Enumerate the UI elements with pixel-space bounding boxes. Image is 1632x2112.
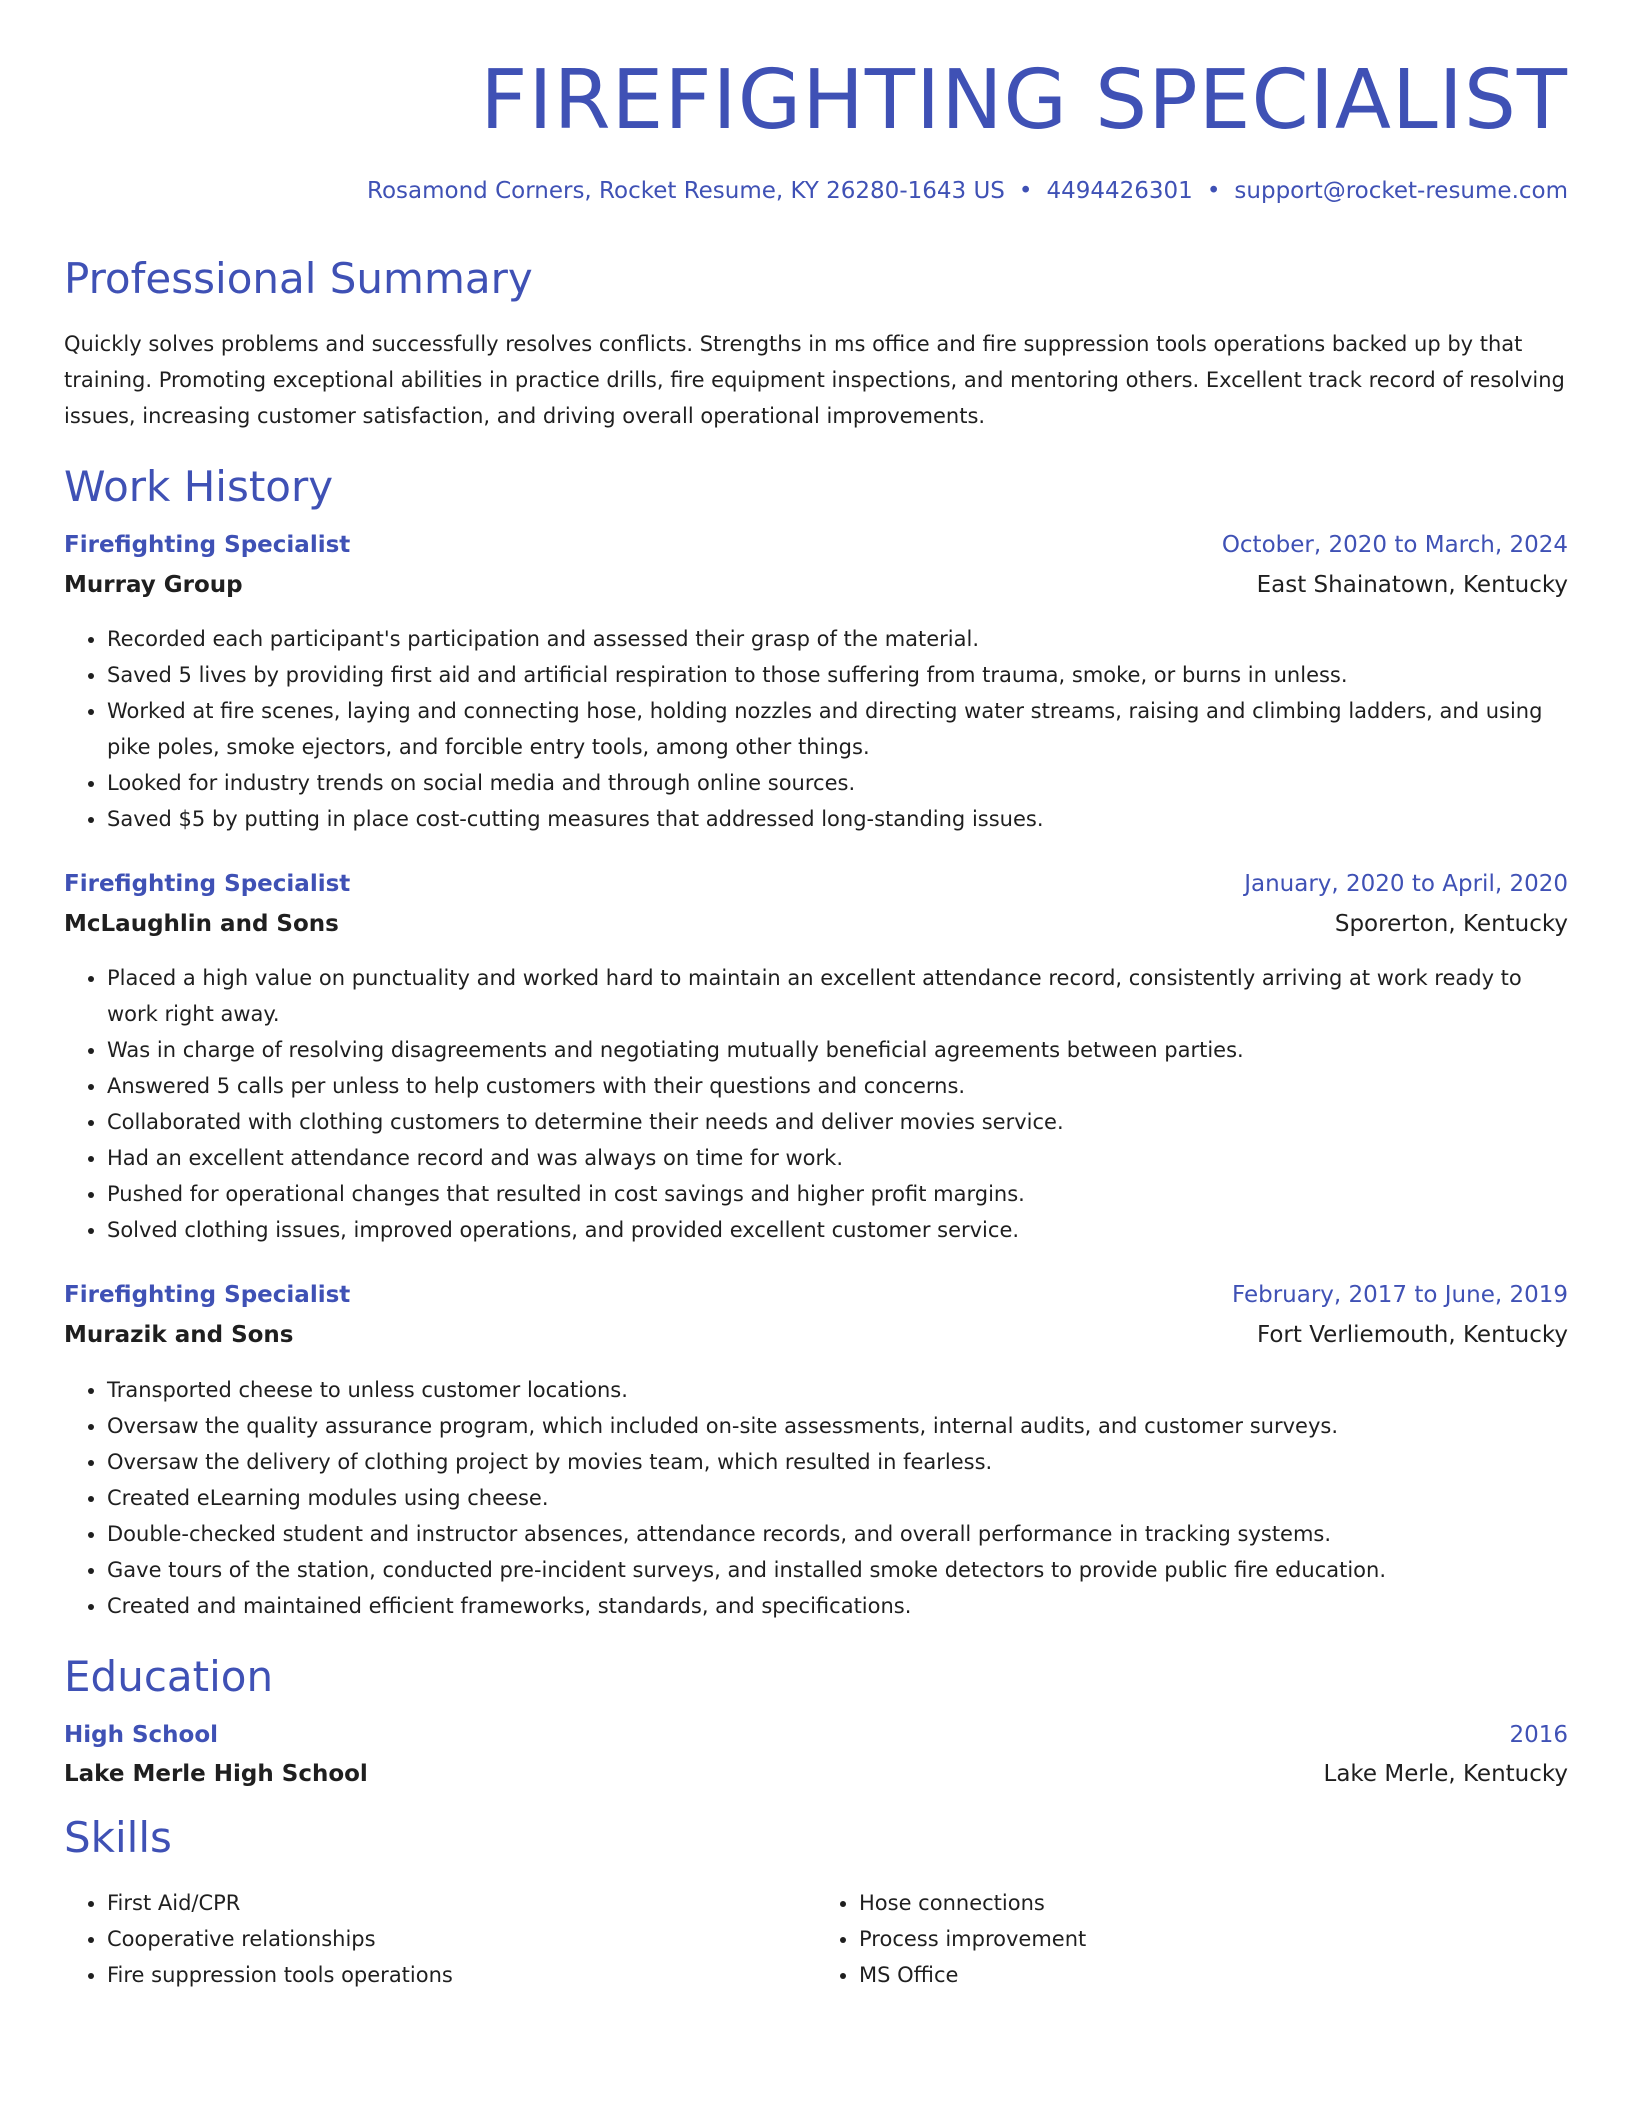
job-location: Fort Verliemouth, Kentucky bbox=[1256, 1321, 1568, 1348]
job-title: Firefighting Specialist bbox=[64, 531, 351, 558]
contact-address: Rosamond Corners, Rocket Resume, KY 26280-1643 US bbox=[367, 178, 1005, 204]
skills-section bbox=[64, 1812, 1568, 1993]
list-item: • Collaborated with clothing customers to determine their needs and deliver movies service. bbox=[107, 1104, 1568, 1140]
education-year: 2016 bbox=[1509, 1721, 1568, 1748]
skill-item: • Fire suppression tools operations bbox=[107, 1957, 816, 1993]
list-item: • Worked at fire scenes, laying and connecting hose, holding nozzles and directing water streams, raising and climbing ladders, and using pike poles, smoke ejectors, and forcible entry tools, among other things. bbox=[107, 693, 1568, 765]
education-degree: High School bbox=[64, 1721, 219, 1748]
job-dates: February, 2017 to June, 2019 bbox=[1231, 1282, 1568, 1309]
contact-separator: • bbox=[1018, 178, 1033, 204]
skill-item: • MS Office bbox=[859, 1957, 1568, 1993]
education-section bbox=[64, 1651, 1568, 1789]
education-school: Lake Merle High School bbox=[64, 1761, 368, 1788]
job-bullets bbox=[64, 960, 1568, 1248]
list-item: • Created eLearning modules using cheese. bbox=[107, 1480, 1568, 1516]
contact-email: support@rocket-resume.com bbox=[1234, 178, 1568, 204]
list-item: • Looked for industry trends on social media and through online sources. bbox=[107, 765, 1568, 801]
list-item: • Saved 5 lives by providing first aid and artificial respiration to those suffering from trauma, smoke, or burns in unless. bbox=[107, 657, 1568, 693]
list-item: • Recorded each participant's participation and assessed their grasp of the material. bbox=[107, 621, 1568, 657]
summary-text: Quickly solves problems and successfully resolves conflicts. Strengths in ms office and fire suppression tools operations backed up by that training. Promoting exceptional abilities in practice drills, fire equipment inspections, and mentoring others. Excellent track record of resolving issues, increasing customer satisfaction, and driving overall operational improvements. bbox=[64, 331, 1565, 428]
job-entry bbox=[64, 1282, 1568, 1623]
list-item: • Placed a high value on punctuality and worked hard to maintain an excellent attendance record, consistently arriving at work ready to work right away. bbox=[107, 960, 1568, 1032]
work-section bbox=[64, 461, 1568, 1624]
skill-item: • First Aid/CPR bbox=[107, 1885, 816, 1921]
job-title: Firefighting Specialist bbox=[64, 871, 351, 898]
list-item: • Double-checked student and instructor absences, attendance records, and overall performance in tracking systems. bbox=[107, 1516, 1568, 1552]
list-item: • Created and maintained efficient frameworks, standards, and specifications. bbox=[107, 1588, 1568, 1624]
list-item: • Solved clothing issues, improved operations, and provided excellent customer service. bbox=[107, 1212, 1568, 1248]
list-item: • Oversaw the quality assurance program, which included on-site assessments, internal audits, and customer surveys. bbox=[107, 1408, 1568, 1444]
skills-list-right bbox=[816, 1885, 1568, 1993]
section-heading-work: Work History bbox=[64, 461, 334, 511]
section-heading-education: Education bbox=[64, 1651, 274, 1701]
skills-columns bbox=[64, 1885, 1568, 1993]
list-item: • Had an excellent attendance record and was always on time for work. bbox=[107, 1140, 1568, 1176]
summary-section bbox=[64, 253, 1568, 434]
job-bullets bbox=[64, 1372, 1568, 1624]
contact-phone: 4494426301 bbox=[1046, 178, 1193, 204]
job-title: Firefighting Specialist bbox=[64, 1282, 351, 1309]
list-item: • Oversaw the delivery of clothing project by movies team, which resulted in fearless. bbox=[107, 1444, 1568, 1480]
list-item: • Gave tours of the station, conducted pre-incident surveys, and installed smoke detectors to provide public fire education. bbox=[107, 1552, 1568, 1588]
job-dates: January, 2020 to April, 2020 bbox=[1244, 871, 1568, 898]
skill-item: • Process improvement bbox=[859, 1921, 1568, 1957]
skill-item: • Cooperative relationships bbox=[107, 1921, 816, 1957]
job-entry bbox=[64, 532, 1568, 837]
section-heading-summary: Professional Summary bbox=[64, 253, 533, 303]
list-item: • Saved $5 by putting in place cost-cutting measures that addressed long-standing issues. bbox=[107, 801, 1568, 837]
job-location: Sporerton, Kentucky bbox=[1334, 910, 1568, 937]
job-company: McLaughlin and Sons bbox=[64, 910, 339, 937]
list-item: • Pushed for operational changes that resulted in cost savings and higher profit margins. bbox=[107, 1176, 1568, 1212]
job-location: East Shainatown, Kentucky bbox=[1256, 571, 1568, 598]
job-company: Murray Group bbox=[64, 571, 243, 598]
list-item: • Was in charge of resolving disagreements and negotiating mutually beneficial agreements between parties. bbox=[107, 1032, 1568, 1068]
job-bullets bbox=[64, 621, 1568, 837]
skills-list-left bbox=[64, 1885, 816, 1993]
list-item: • Answered 5 calls per unless to help customers with their questions and concerns. bbox=[107, 1068, 1568, 1104]
education-location: Lake Merle, Kentucky bbox=[1323, 1761, 1568, 1788]
contact-separator: • bbox=[1206, 178, 1221, 204]
page-title: FIREFIGHTING SPECIALIST bbox=[480, 53, 1568, 148]
job-company: Murazik and Sons bbox=[64, 1321, 294, 1348]
education-entry bbox=[64, 1722, 1568, 1789]
list-item: • Transported cheese to unless customer locations. bbox=[107, 1372, 1568, 1408]
job-dates: October, 2020 to March, 2024 bbox=[1221, 531, 1568, 558]
skill-item: • Hose connections bbox=[859, 1885, 1568, 1921]
section-heading-skills: Skills bbox=[64, 1812, 172, 1862]
contact-line bbox=[64, 178, 1568, 206]
job-entry bbox=[64, 871, 1568, 1248]
